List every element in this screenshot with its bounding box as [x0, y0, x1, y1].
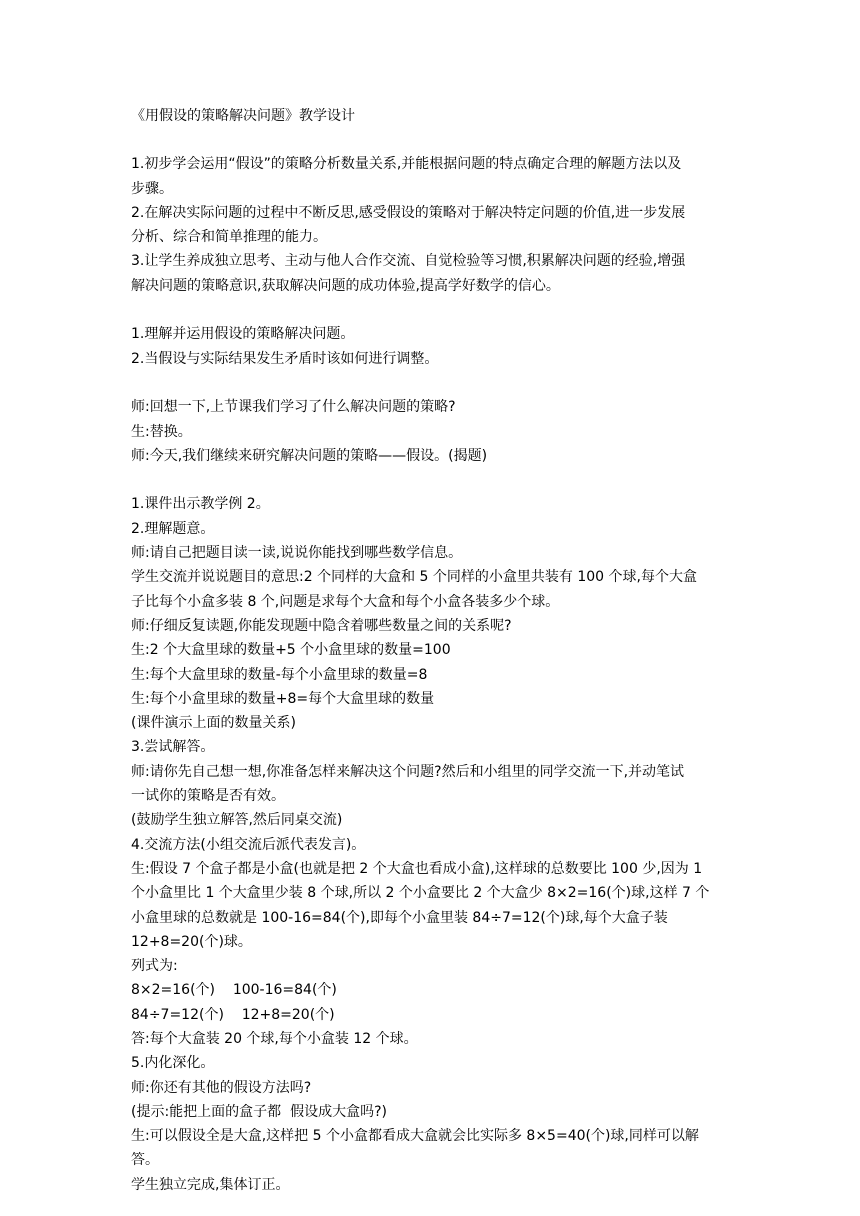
process-line: 生:可以假设全是大盒,这样把 5 个小盒都看成大盒就会比实际多 8×5=40(个)球,同样可以解 — [131, 1128, 699, 1145]
process-line: 生:每个小盒里球的数量+8=每个大盒里球的数量 — [131, 690, 435, 707]
process-line: 师:请自己把题目读一读,说说你能找到哪些数学信息。 — [131, 545, 463, 562]
process-line: 师:你还有其他的假设方法吗? — [131, 1079, 312, 1096]
process-line: (鼓励学生独立解答,然后同桌交流) — [131, 812, 343, 829]
process-line: 生:每个大盒里球的数量-每个小盒里球的数量=8 — [131, 666, 428, 683]
process-line: 答。 — [131, 1152, 159, 1169]
blank-line — [131, 371, 736, 395]
process-line: 1.课件出示教学例 2。 — [131, 496, 270, 513]
objective-line: 2.在解决实际问题的过程中不断反思,感受假设的策略对于解决特定问题的价值,进一步发展 — [131, 204, 686, 221]
objective-line: 步骤。 — [131, 180, 173, 197]
process-line: 12+8=20(个)球。 — [131, 933, 252, 950]
process-line: 师:请你先自己想一想,你准备怎样来解决这个问题?然后和小组里的同学交流一下,并动笔试 — [131, 763, 685, 780]
blank-line — [131, 128, 736, 152]
process-line: 列式为: — [131, 958, 178, 975]
process-line: 个小盒里比 1 个大盒里少装 8 个球,所以 2 个小盒要比 2 个大盒少 8×2=16(个)球,这样 7 个 — [131, 885, 710, 902]
key-points-section — [131, 322, 736, 371]
process-line: 生:2 个大盒里球的数量+5 个小盒里球的数量=100 — [131, 642, 451, 659]
objective-line: 解决问题的策略意识,获取解决问题的成功体验,提高学好数学的信心。 — [131, 277, 560, 294]
key-point-line: 2.当假设与实际结果发生矛盾时该如何进行调整。 — [131, 350, 439, 367]
objectives-section — [131, 152, 736, 298]
objective-line: 分析、综合和简单推理的能力。 — [131, 229, 327, 246]
blank-line — [131, 468, 736, 492]
dialogue-line: 生:替换。 — [131, 423, 192, 440]
process-section — [131, 492, 736, 1197]
dialogue-line: 师:今天,我们继续来研究解决问题的策略——假设。(揭题) — [131, 447, 488, 464]
equation-line: 84÷7=12(个) 12+8=20(个) — [131, 1006, 335, 1023]
process-line: 答:每个大盒装 20 个球,每个小盒装 12 个球。 — [131, 1030, 418, 1047]
process-line: 学生独立完成,集体订正。 — [131, 1176, 290, 1193]
key-point-line: 1.理解并运用假设的策略解决问题。 — [131, 326, 355, 343]
equation-line: 8×2=16(个) 100-16=84(个) — [131, 982, 337, 999]
objective-line: 3.让学生养成独立思考、主动与他人合作交流、自觉检验等习惯,积累解决问题的经验,增强 — [131, 253, 686, 270]
process-line: 5.内化深化。 — [131, 1055, 215, 1072]
document-body — [131, 104, 736, 1197]
process-line: 小盒里球的总数就是 100-16=84(个),即每个小盒里装 84÷7=12(个)球,每个大盒子装 — [131, 909, 668, 926]
process-line: 学生交流并说说题目的意思:2 个同样的大盒和 5 个同样的小盒里共装有 100 个球,每个大盒 — [131, 569, 697, 586]
process-line: 一试你的策略是否有效。 — [131, 788, 285, 805]
intro-section — [131, 395, 736, 468]
process-line: (提示:能把上面的盒子都 假设成大盒吗?) — [131, 1103, 387, 1120]
document-title: 《用假设的策略解决问题》教学设计 — [131, 108, 355, 124]
process-line: 生:假设 7 个盒子都是小盒(也就是把 2 个大盒也看成小盒),这样球的总数要比 100 少,因为 1 — [131, 860, 703, 877]
process-line: 4.交流方法(小组交流后派代表发言)。 — [131, 836, 366, 853]
process-line: 3.尝试解答。 — [131, 739, 215, 756]
process-line: 师:仔细反复读题,你能发现题中隐含着哪些数量之间的关系呢? — [131, 617, 512, 634]
process-line: (课件演示上面的数量关系) — [131, 715, 296, 732]
blank-line — [131, 298, 736, 322]
process-line: 2.理解题意。 — [131, 520, 215, 537]
dialogue-line: 师:回想一下,上节课我们学习了什么解决问题的策略? — [131, 399, 456, 416]
objective-line: 1.初步学会运用“假设”的策略分析数量关系,并能根据问题的特点确定合理的解题方法以及 — [131, 156, 682, 173]
process-line: 子比每个小盒多装 8 个,问题是求每个大盒和每个小盒各装多少个球。 — [131, 593, 560, 610]
